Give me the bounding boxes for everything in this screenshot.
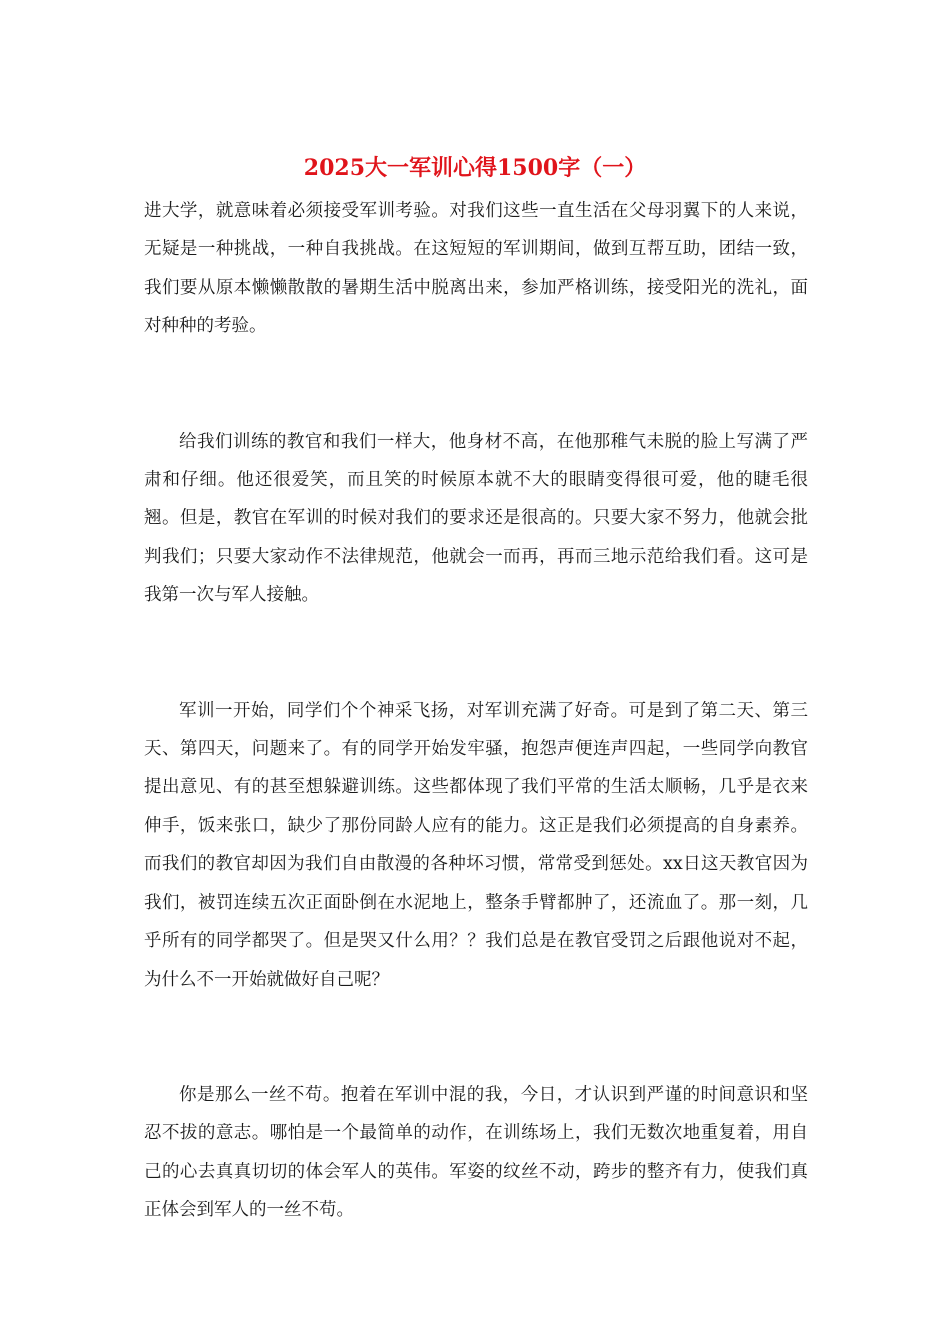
paragraph-2: 给我们训练的教官和我们一样大，他身材不高，在他那稚气未脱的脸上写满了严肃和仔细。他还很爱笑，而且笑的时候原本就不大的眼睛变得很可爱，他的睫毛很翘。但是，教官在军训的时候对我们的要求还是很高的。只要大家不努力，他就会批判我们；只要大家动作不法律规范，他就会一而再，再而三地示范给我们看。这可是我第一次与军人接触。	[144, 431, 808, 606]
paragraph-3: 军训一开始，同学们个个神采飞扬，对军训充满了好奇。可是到了第二天、第三天、第四天，问题来了。有的同学开始发牢骚，抱怨声便连声四起，一些同学向教官提出意见、有的甚至想躲避训练。这些都体现了我们平常的生活太顺畅，几乎是衣来伸手，饭来张口，缺少了那份同龄人应有的能力。这正是我们必须提高的自身素养。而我们的教官却因为我们自由散漫的各种坏习惯，常常受到惩处。xx日这天教官因为我们，被罚连续五次正面卧倒在水泥地上，整条手臂都肿了，还流血了。那一刻，几乎所有的同学都哭了。但是哭又什么用？？我们总是在教官受罚之后跟他说对不起，为什么不一开始就做好自己呢？	[144, 700, 808, 990]
document-body	[144, 192, 808, 1230]
document-title: 2025大一军训心得1500字（一）	[303, 155, 647, 181]
paragraph-4: 你是那么一丝不苟。抱着在军训中混的我，今日，才认识到严谨的时间意识和坚忍不拔的意志。哪怕是一个最简单的动作，在训练场上，我们无数次地重复着，用自己的心去真真切切的体会军人的英伟。军姿的纹丝不动，跨步的整齐有力，使我们真正体会到军人的一丝不苟。	[144, 1084, 808, 1221]
paragraph-1: 进大学，就意味着必须接受军训考验。对我们这些一直生活在父母羽翼下的人来说，无疑是一种挑战，一种自我挑战。在这短短的军训期间，做到互帮互助，团结一致，我们要从原本懒懒散散的暑期生活中脱离出来，参加严格训练，接受阳光的洗礼，面对种种的考验。	[144, 201, 808, 337]
